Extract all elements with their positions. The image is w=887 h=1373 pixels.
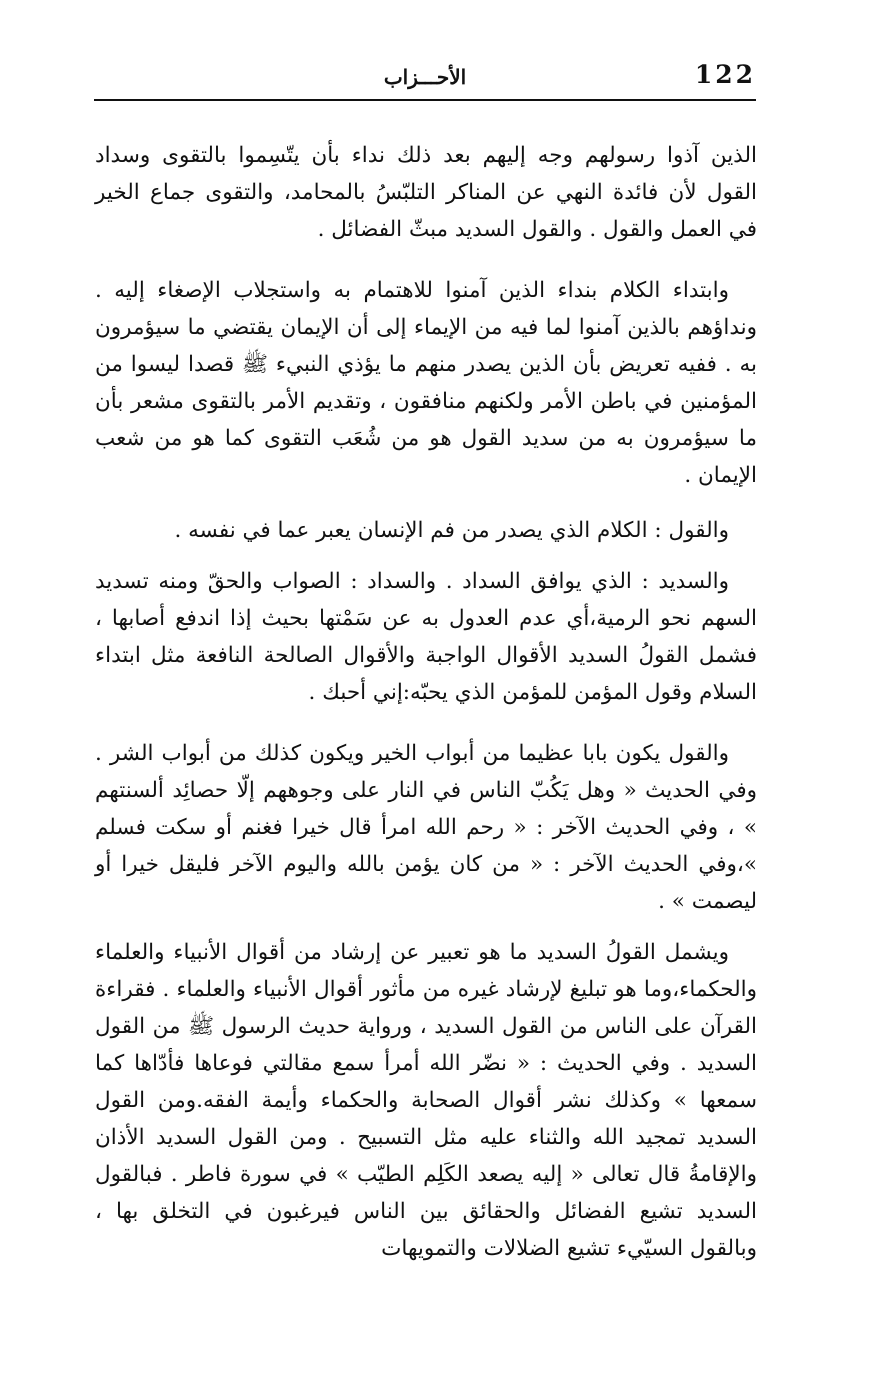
paragraph-3: والقول : الكلام الذي يصدر من فم الإنسان يعبر عما في نفسه . [174, 518, 729, 543]
header-rule [94, 99, 756, 101]
page-header [94, 56, 756, 98]
paragraph-5: والقول يكون بابا عظيما من أبواب الخير ويكون كذلك من أبواب الشر . وفي الحديث « وهل يَكُبّ الناس في النار على وجوههم إلّا حصائِد ألسنتهم » ، وفي الحديث الآخر : « رحم الله امرأ قال خيرا فغنم أو سكت فسلم »،وفي الحديث الآخر : « من كان يؤمن بالله واليوم الآخر فليقل خيرا أو ليصمت » . [95, 741, 757, 914]
running-title: الأحـــزاب [383, 65, 467, 89]
paragraph-4: والسديد : الذي يوافق السداد . والسداد : الصواب والحقّ ومنه تسديد السهم نحو الرمية،أي عدم العدول به عن سَمْتها بحيث إذا اندفع أصابها ، فشمل القولُ السديد الأقوال الواجبة والأقوال الصالحة النافعة مثل ابتداء السلام وقول المؤمن للمؤمن الذي يحبّه:إني أحبك . [95, 569, 757, 705]
paragraph-6: ويشمل القولُ السديد ما هو تعبير عن إرشاد من أقوال الأنبياء والعلماء والحكماء،وما هو تبليغ لإرشاد غيره من مأثور أقوال الأنبياء والعلماء . فقراءة القرآن على الناس من القول السديد ، ورواية حديث الرسول ﷺ من القول السديد . وفي الحديث : « نضّر الله أمرأ سمع مقالتي فوعاها فأدّاها كما سمعها » وكذلك نشر أقوال الصحابة والحكماء وأيمة الفقه.ومن القول السديد تمجيد الله والثناء عليه مثل التسبيح . ومن القول السديد الأذان والإقامةُ قال تعالى « إليه يصعد الكَلِم الطيّب » في سورة فاطر . فبالقول السديد تشيع الفضائل والحقائق بين الناس فيرغبون في التخلق بها ، وبالقول السيّيء تشيع الضلالات والتمويهات [95, 940, 757, 1261]
paragraph-1: الذين آذوا رسولهم وجه إليهم بعد ذلك نداء بأن يتّسِموا بالتقوى وسداد القول لأن فائدة النهي عن المناكر التلبّسُ بالمحامد، والتقوى جماع الخير في العمل والقول . والقول السديد مبثّ الفضائل . [95, 143, 757, 242]
paragraph-2: وابتداء الكلام بنداء الذين آمنوا للاهتمام به واستجلاب الإصغاء إليه . ونداؤهم بالذين آمنوا لما فيه من الإيماء إلى أن الإيمان يقتضي ما سيؤمرون به . ففيه تعريض بأن الذين يصدر منهم ما يؤذي النبيء ﷺ قصدا ليسوا من المؤمنين في باطن الأمر ولكنهم منافقون ، وتقديم الأمر بالتقوى مشعر بأن ما سيؤمرون به من سديد القول هو من شُعَب التقوى كما هو من شعب الإيمان . [95, 278, 757, 488]
body-text [95, 137, 757, 1267]
page-number: 122 [694, 60, 756, 89]
